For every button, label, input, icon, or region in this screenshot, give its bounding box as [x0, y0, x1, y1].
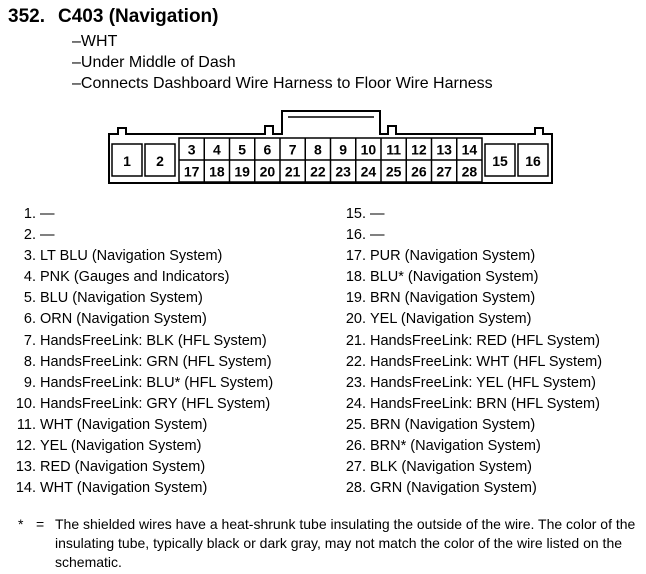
pin-label-27: 27 — [436, 163, 452, 180]
pin-label-21: 21 — [284, 163, 301, 180]
pin-label-25: 25 — [385, 163, 402, 180]
pin-description: BRN (Navigation System) — [370, 416, 536, 433]
pin-number: 24. — [345, 395, 366, 412]
pin-label-9: 9 — [339, 141, 348, 158]
pin-label-22: 22 — [310, 163, 326, 180]
pin-number: 17. — [345, 248, 366, 265]
pin-number: 9. — [23, 374, 36, 391]
pin-number: 16. — [345, 227, 366, 244]
pin-entry — [330, 394, 602, 415]
pin-number: 20. — [345, 311, 366, 328]
footnote-text: The shielded wires have a heat-shrunk tube insulating the outside of the wire. The color of the insulating tube, typically black or dark gray, may not match the color of the wire listed on the schematic. — [55, 516, 636, 570]
pin-entry — [330, 204, 602, 225]
pin-number: 22. — [345, 353, 366, 370]
pin-description: RED (Navigation System) — [40, 459, 206, 476]
pin-description: — — [40, 206, 55, 222]
pin-number: 27. — [345, 459, 366, 476]
pin-number: 21. — [345, 332, 366, 349]
detail-function: – Connects Dashboard Wire Harness to Floor Wire Harness — [72, 73, 493, 94]
pin-label-6: 6 — [263, 141, 272, 158]
pin-number: 7. — [23, 332, 36, 349]
pin-description: HandsFreeLink: BLU* (HFL System) — [40, 374, 274, 391]
pin-description: WHT (Navigation System) — [40, 416, 208, 433]
pin-description: HandsFreeLink: YEL (HFL System) — [370, 374, 596, 391]
pin-label-11: 11 — [386, 141, 402, 158]
pin-label-13: 13 — [436, 141, 452, 158]
pin-label-2: 2 — [156, 153, 164, 169]
pin-description: HandsFreeLink: WHT (HFL System) — [370, 353, 603, 370]
pin-description: WHT (Navigation System) — [40, 480, 208, 497]
pin-label-17: 17 — [183, 163, 200, 180]
pin-entry — [330, 436, 602, 457]
pin-description: HandsFreeLink: RED (HFL System) — [370, 332, 600, 349]
pin-description: HandsFreeLink: GRY (HFL System) — [40, 395, 271, 412]
pin-label-24: 24 — [360, 163, 377, 180]
pin-list-left — [0, 204, 273, 499]
pin-entry — [0, 478, 273, 499]
pin-label-28: 28 — [461, 163, 478, 180]
pin-number: 14. — [15, 480, 36, 497]
pin-number: 28. — [345, 480, 366, 497]
pin-entry — [0, 267, 273, 288]
pin-number: 25. — [345, 416, 366, 433]
pin-entry — [330, 352, 602, 373]
pin-entry — [330, 246, 602, 267]
pin-number: 3. — [23, 248, 36, 265]
pin-entry — [330, 225, 602, 246]
pin-description: PUR (Navigation System) — [370, 248, 536, 265]
pin-label-12: 12 — [411, 141, 427, 158]
pin-entry — [330, 267, 602, 288]
pin-label-5: 5 — [238, 141, 247, 158]
pin-label-7: 7 — [288, 141, 297, 158]
pin-description: BLU (Navigation System) — [40, 290, 203, 307]
pin-label-4: 4 — [212, 141, 221, 158]
pin-entry — [0, 288, 273, 309]
pin-number: 5. — [23, 290, 36, 307]
pin-label-3: 3 — [187, 141, 196, 158]
footnote-mark: * — [18, 516, 24, 532]
pin-label-8: 8 — [313, 141, 322, 158]
pin-label-16: 16 — [525, 153, 541, 169]
pin-number: 13. — [15, 459, 36, 476]
connector-diagram — [0, 100, 646, 200]
pin-entry — [0, 373, 273, 394]
pin-description: HandsFreeLink: GRN (HFL System) — [40, 353, 272, 370]
pin-description: YEL (Navigation System) — [370, 311, 532, 328]
pin-description: BRN* (Navigation System) — [370, 438, 541, 455]
pin-description: BLU* (Navigation System) — [370, 269, 539, 286]
pin-number: 8. — [23, 353, 36, 370]
pin-entry — [330, 457, 602, 478]
pin-entry — [0, 352, 273, 373]
pin-entry — [330, 309, 602, 330]
pin-number: 4. — [23, 269, 36, 286]
pin-label-1: 1 — [123, 153, 131, 169]
pin-number: 19. — [345, 290, 366, 307]
pin-entry — [0, 309, 273, 330]
pin-label-19: 19 — [234, 163, 250, 180]
pin-description: HandsFreeLink: BRN (HFL System) — [370, 395, 600, 412]
pin-number: 6. — [23, 311, 36, 328]
pin-entry — [0, 436, 273, 457]
pin-entry — [0, 225, 273, 246]
connector-number: 352. — [8, 6, 45, 27]
pin-description: GRN (Navigation System) — [370, 480, 537, 497]
pin-number: 1. — [23, 206, 36, 222]
pin-number: 15. — [345, 206, 366, 222]
pin-description: — — [370, 227, 385, 244]
pin-number: 26. — [345, 438, 366, 455]
pin-label-10: 10 — [360, 141, 377, 158]
pin-description: YEL (Navigation System) — [40, 438, 202, 455]
pin-entry — [330, 373, 602, 394]
pin-entry — [0, 415, 273, 436]
pin-label-14: 14 — [461, 141, 478, 158]
connector-details — [72, 31, 493, 94]
pin-description: ORN (Navigation System) — [40, 311, 207, 328]
pin-list-right — [330, 204, 602, 499]
pin-entry — [330, 415, 602, 436]
pin-entry — [330, 331, 602, 352]
pin-description: — — [370, 206, 385, 222]
pin-entry — [0, 457, 273, 478]
footnote — [18, 515, 638, 572]
pin-entry — [0, 394, 273, 415]
pin-entry — [0, 331, 273, 352]
pin-description: LT BLU (Navigation System) — [40, 248, 223, 265]
pin-entry — [0, 204, 273, 225]
pin-label-18: 18 — [209, 163, 225, 180]
pin-entry — [330, 288, 602, 309]
pin-description: BLK (Navigation System) — [370, 459, 532, 476]
pin-number: 12. — [15, 438, 36, 455]
pin-number: 18. — [345, 269, 366, 286]
connector-heading — [8, 6, 218, 28]
pin-label-23: 23 — [335, 163, 351, 180]
pin-description: BRN (Navigation System) — [370, 290, 536, 307]
pin-label-26: 26 — [411, 163, 427, 180]
pin-entry — [330, 478, 602, 499]
pin-description: — — [40, 227, 55, 244]
pin-number: 23. — [345, 374, 366, 391]
detail-color: – WHT — [72, 31, 493, 52]
pin-entry — [0, 246, 273, 267]
pin-number: 11. — [16, 416, 36, 433]
pin-number: 2. — [23, 227, 36, 244]
pin-label-15: 15 — [492, 153, 508, 169]
pin-description: PNK (Gauges and Indicators) — [40, 269, 230, 286]
connector-name: C403 (Navigation) — [58, 6, 219, 27]
pin-label-20: 20 — [259, 163, 276, 180]
footnote-equals: = — [36, 516, 45, 532]
pin-description: HandsFreeLink: BLK (HFL System) — [40, 332, 267, 349]
pin-number: 10. — [15, 395, 36, 412]
detail-location: – Under Middle of Dash — [72, 52, 493, 73]
